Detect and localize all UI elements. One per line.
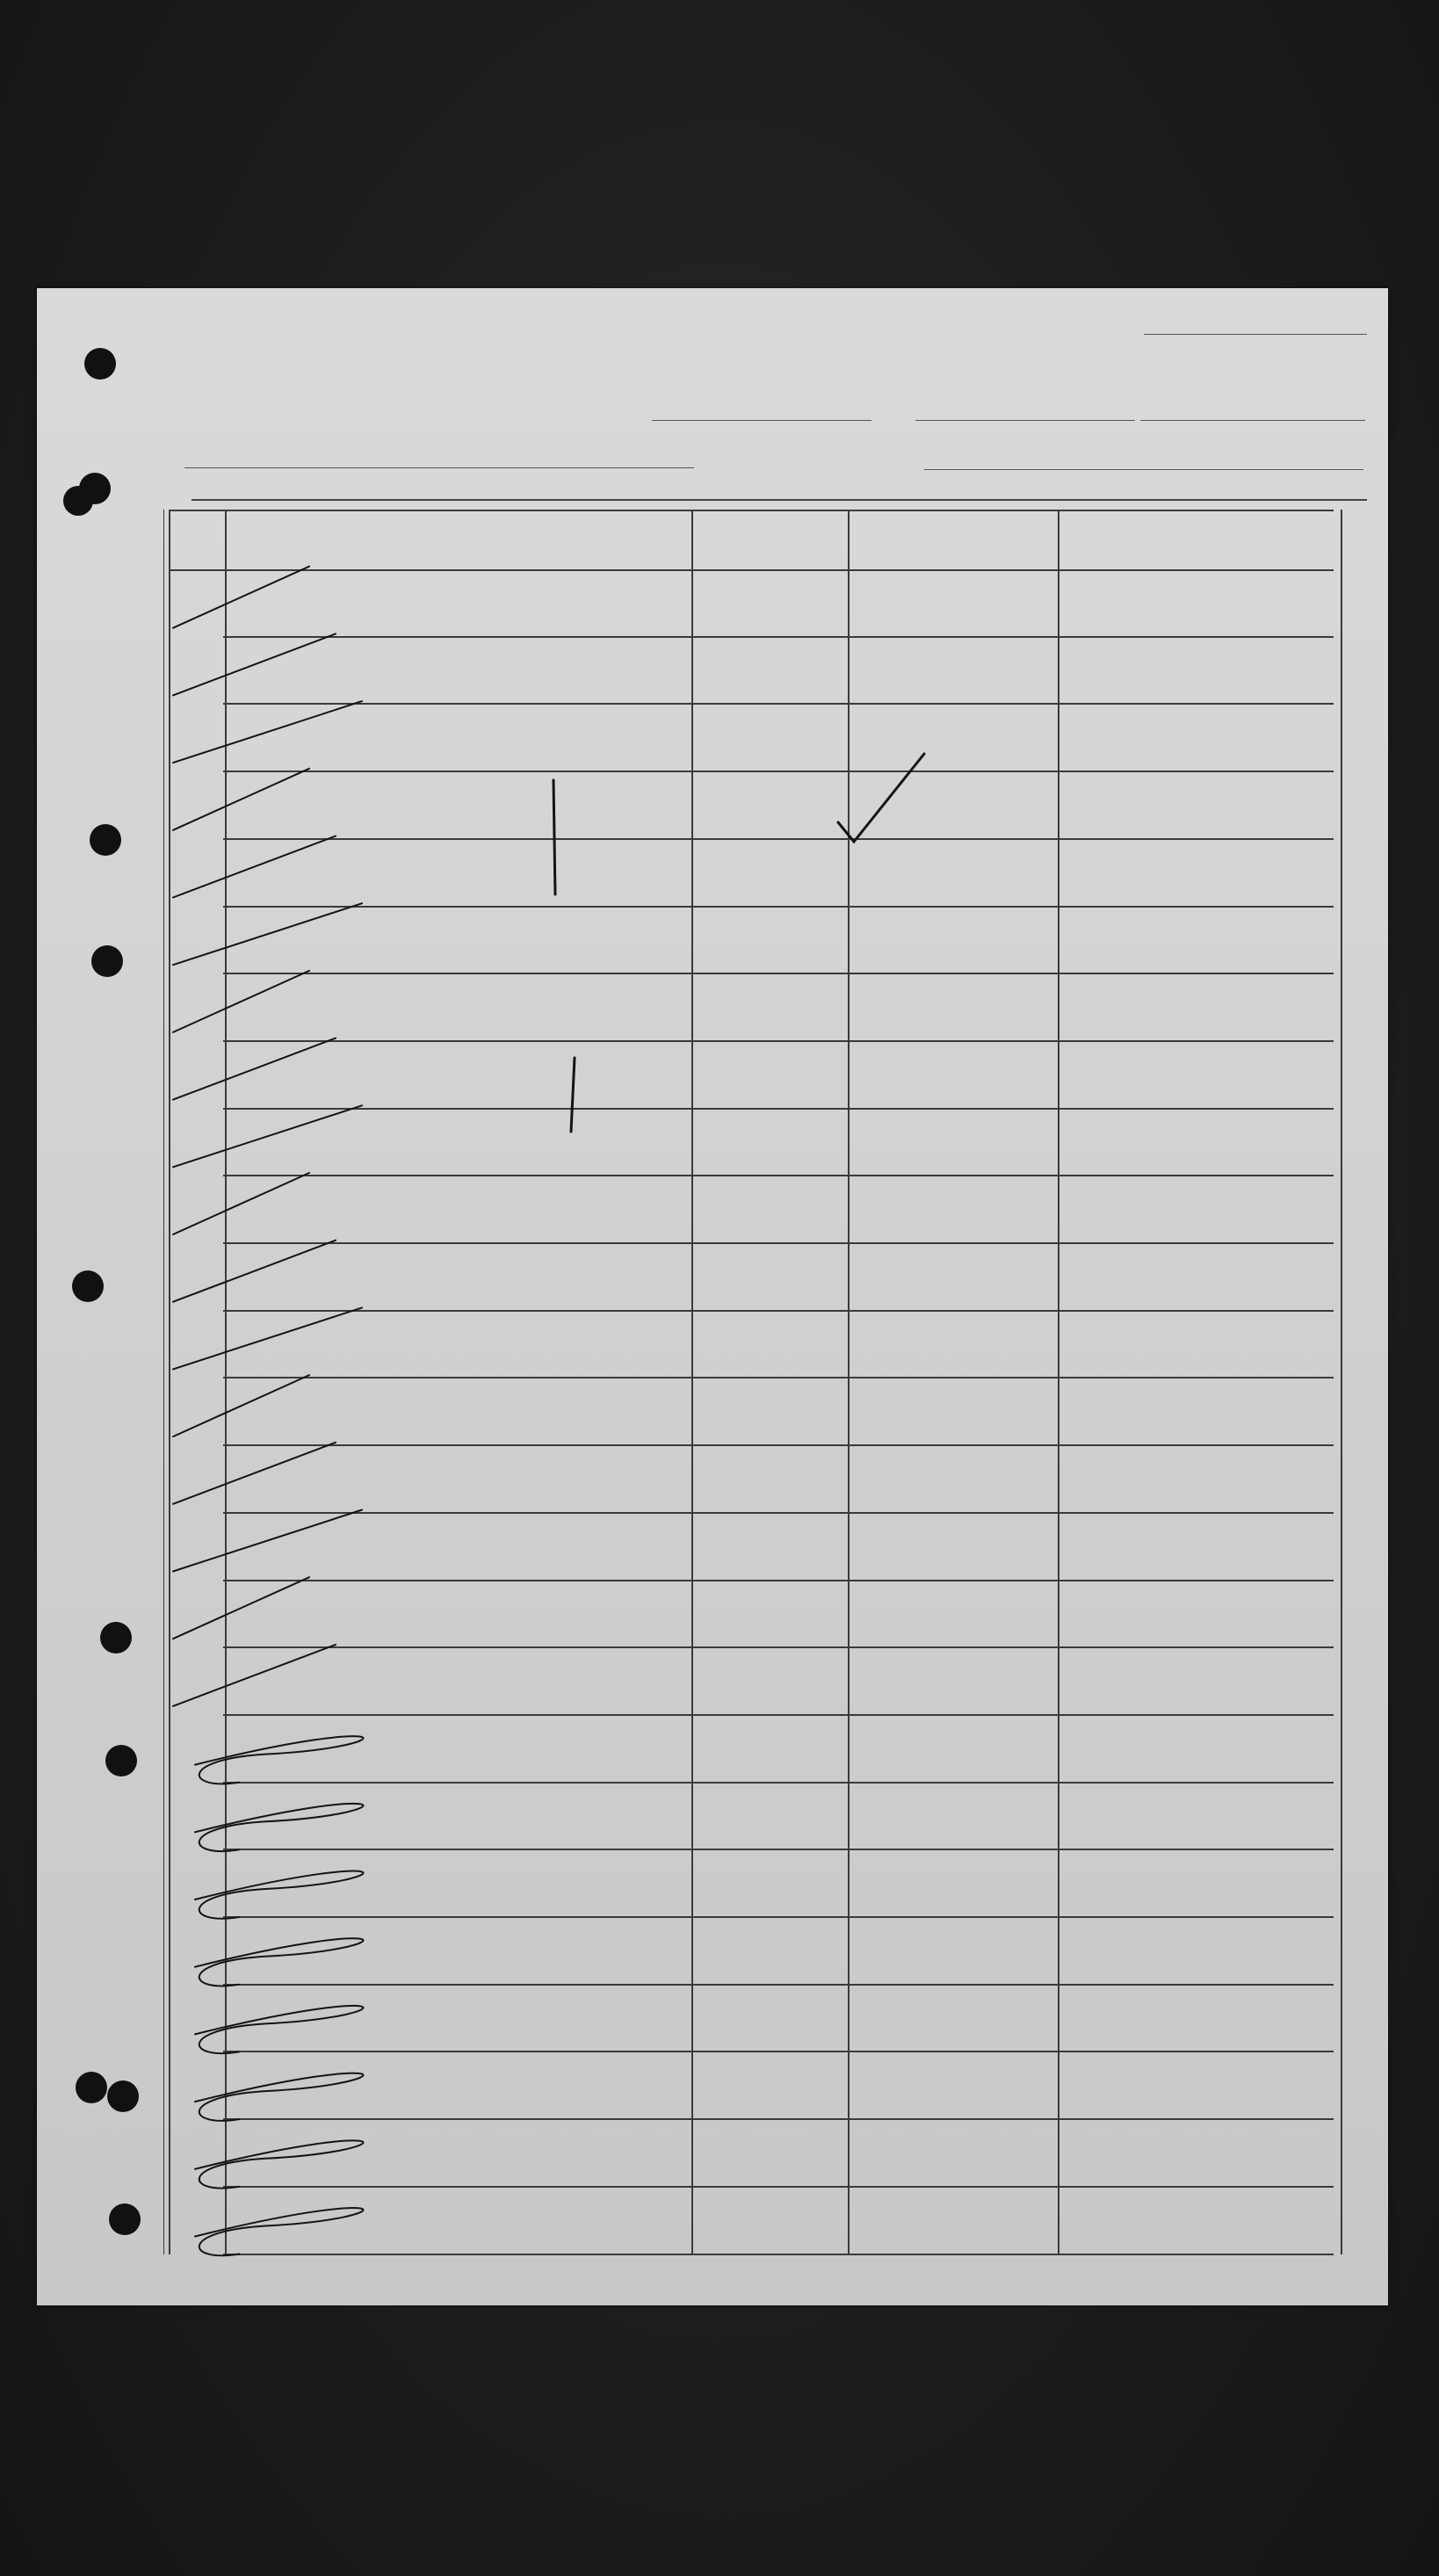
tick-stroke [173,971,309,1032]
check-mark [838,754,924,842]
tick-stroke [173,1375,309,1436]
passenger-manifest-page [37,288,1388,2305]
tick-stroke [173,1038,336,1100]
tick-stroke [173,1173,309,1234]
tick-stroke [173,1443,336,1504]
bracket-line [571,1058,575,1132]
tick-stroke [173,1577,309,1639]
tick-stroke [173,1105,362,1167]
cancel-loop [195,1804,364,1851]
tick-stroke [173,769,309,830]
cancel-loop [195,1871,364,1919]
tick-stroke [173,1241,336,1302]
cancel-loop [195,1938,364,1986]
ink-marks [37,288,1388,2305]
tick-stroke [173,633,336,695]
cancel-loop [195,2006,364,2053]
tick-stroke [173,1307,362,1369]
tick-stroke [173,1510,362,1572]
tick-stroke [173,1645,336,1706]
tick-stroke [173,567,309,628]
cancel-loop [195,2073,364,2121]
tick-stroke [173,701,362,763]
cancel-loop [195,2208,364,2255]
cancel-loop [195,2140,364,2188]
tick-stroke [173,836,336,898]
bracket-line [553,780,555,894]
cancel-loop [195,1736,364,1784]
tick-stroke [173,903,362,965]
